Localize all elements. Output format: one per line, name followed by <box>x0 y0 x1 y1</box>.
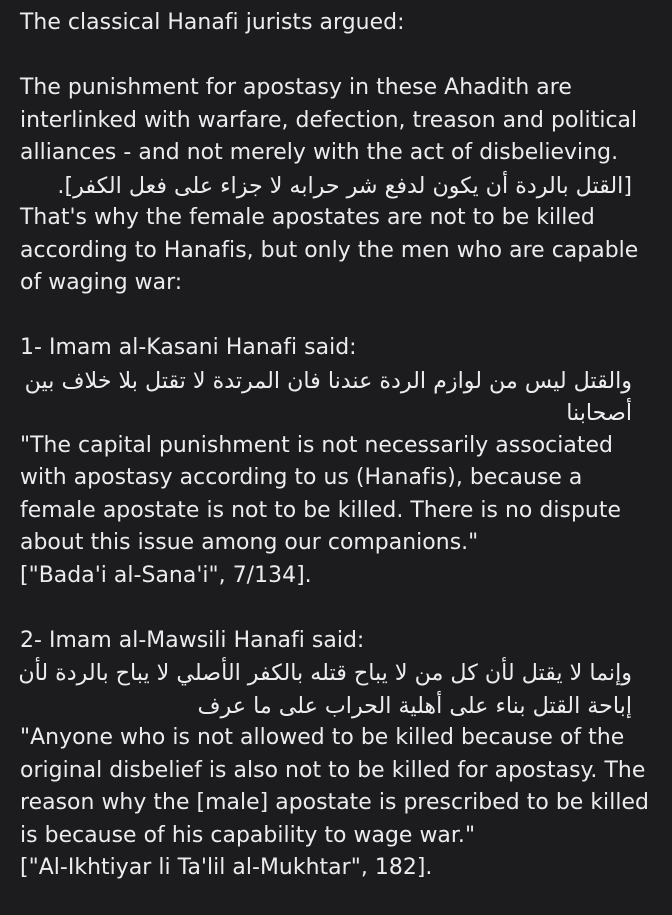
message-body <box>20 0 660 885</box>
quote2-arabic-line: وإنما لا يقتل لأن كل من لا يباح قتله بالكفر الأصلي لا يباح بالردة لأن <box>18 660 632 686</box>
paragraph-line: according to Hanafis, but only the men who are capable <box>20 237 639 263</box>
quote2-heading: 2- Imam al-Mawsili Hanafi said: <box>20 627 365 653</box>
quote1-translation-line: with apostasy according to us (Hanafis), because a <box>20 465 583 490</box>
quote1-translation-line: female apostate is not to be killed. There is no dispute <box>20 497 622 523</box>
quote2-citation: ["Al-Ikhtiyar li Ta'lil al-Mukhtar", 182]. <box>20 855 433 880</box>
spacer <box>20 300 660 333</box>
quote2-translation-line: original disbelief is also not to be killed for apostasy. The <box>20 757 646 783</box>
paragraph-line: of waging war: <box>20 270 183 295</box>
quote1-citation: ["Bada'i al-Sana'i", 7/134]. <box>20 562 312 588</box>
quote2-arabic-line: إباحة القتل بناء على أهلية الحراب على ما عرف <box>197 692 632 719</box>
paragraph-line: That's why the female apostates are not to be killed <box>20 205 595 230</box>
intro-text: The classical Hanafi jurists argued: <box>20 10 405 35</box>
paragraph-line: The punishment for apostasy in these Ahadith are <box>20 75 572 100</box>
quote1-heading: 1- Imam al-Kasani Hanafi said: <box>20 335 357 360</box>
quote2-translation-line: "Anyone who is not allowed to be killed because of the <box>20 725 625 750</box>
quote1-translation-line: "The capital punishment is not necessarily associated <box>20 432 613 458</box>
spacer <box>20 592 660 625</box>
spacer <box>20 40 660 73</box>
paragraph-arabic-line: [القتل بالردة أن يكون لدفع شر حرابه لا جزاء على فعل الكفر]. <box>57 172 632 199</box>
paragraph-line: alliances - and not merely with the act of disbelieving. <box>20 140 619 165</box>
quote2-translation-line: is because of his capability to wage war." <box>20 822 476 848</box>
paragraph-line: interlinked with warfare, defection, treason and political <box>20 107 638 133</box>
quote1-arabic-line: والقتل ليس من لوازم الردة عندنا فان المرتدة لا تقتل بلا خلاف بين <box>24 367 632 394</box>
quote1-arabic-line: أصحابنا <box>566 400 632 426</box>
quote1-translation-line: about this issue among our companions." <box>20 530 479 555</box>
quote2-translation-line: reason why the [male] apostate is prescribed to be killed <box>20 790 649 815</box>
